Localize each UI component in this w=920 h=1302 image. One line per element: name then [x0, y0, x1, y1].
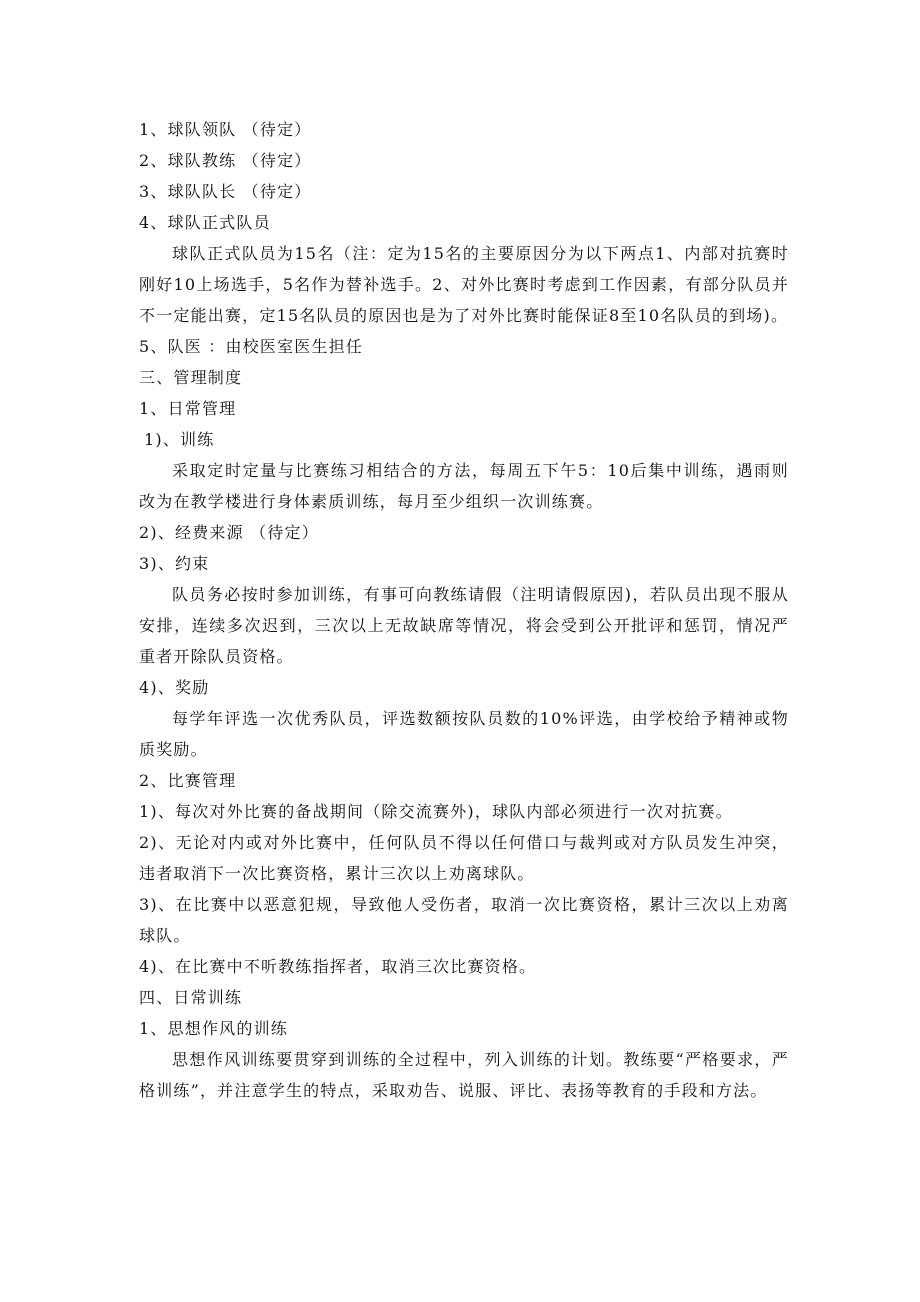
text-line: 1、球队领队 （待定）: [139, 120, 312, 139]
text-line: 2、比赛管理: [139, 771, 237, 790]
text-line: 2、球队教练 （待定）: [139, 151, 312, 170]
paragraph: 采取定时定量与比赛练习相结合的方法，每周五下午5：10后集中训练，遇雨则改为在教学楼进行身体素质训练，每月至少组织一次训练赛。: [139, 461, 789, 511]
text-line: 3)、约束: [139, 554, 210, 573]
text-line: 1、日常管理: [139, 399, 237, 418]
paragraph: 队员务必按时参加训练，有事可向教练请假（注明请假原因)，若队员出现不服从安排，连续多次迟到，三次以上无故缺席等情况，将会受到公开批评和惩罚，情况严重者开除队员资格。: [139, 585, 789, 666]
document-body: [139, 114, 789, 1106]
text-line: 1、思想作风的训练: [139, 1019, 288, 1038]
text-line: 3、球队队长 （待定）: [139, 182, 312, 201]
text-line: 5、队医 ：由校医室医生担任: [139, 337, 364, 356]
text-line: 4)、奖励: [139, 678, 210, 697]
text-line: 1)、每次对外比赛的备战期间（除交流赛外)，球队内部必须进行一次对抗赛。: [139, 802, 733, 821]
text-line: 四、日常训练: [139, 988, 243, 1007]
paragraph: 2)、无论对内或对外比赛中，任何队员不得以任何借口与裁判或对方队员发生冲突，违者取消下一次比赛资格，累计三次以上劝离球队。: [139, 833, 789, 883]
text-line: 4、球队正式队员: [139, 213, 271, 232]
paragraph: 每学年评选一次优秀队员，评选数额按队员数的10%评选，由学校给予精神或物质奖励。: [139, 709, 789, 759]
text-line: 1)、训练: [144, 430, 215, 449]
paragraph: 3)、在比赛中以恶意犯规，导致他人受伤者，取消一次比赛资格，累计三次以上劝离球队。: [139, 895, 789, 945]
text-line: 三、管理制度: [139, 368, 243, 387]
text-line: 2)、经费来源 （待定）: [139, 523, 319, 542]
paragraph: 思想作风训练要贯穿到训练的全过程中，列入训练的计划。教练要“严格要求，严格训练”，并注意学生的特点，采取劝告、说服、评比、表扬等教育的手段和方法。: [139, 1050, 789, 1100]
text-line: 4)、在比赛中不听教练指挥者，取消三次比赛资格。: [139, 957, 537, 976]
paragraph: 球队正式队员为15名（注：定为15名的主要原因分为以下两点1、内部对抗赛时刚好10上场选手，5名作为替补选手。2、对外比赛时考虑到工作因素，有部分队员并不一定能出赛，定15名队员的原因也是为了对外比赛时能保证8至10名队员的到场)。: [139, 244, 789, 325]
